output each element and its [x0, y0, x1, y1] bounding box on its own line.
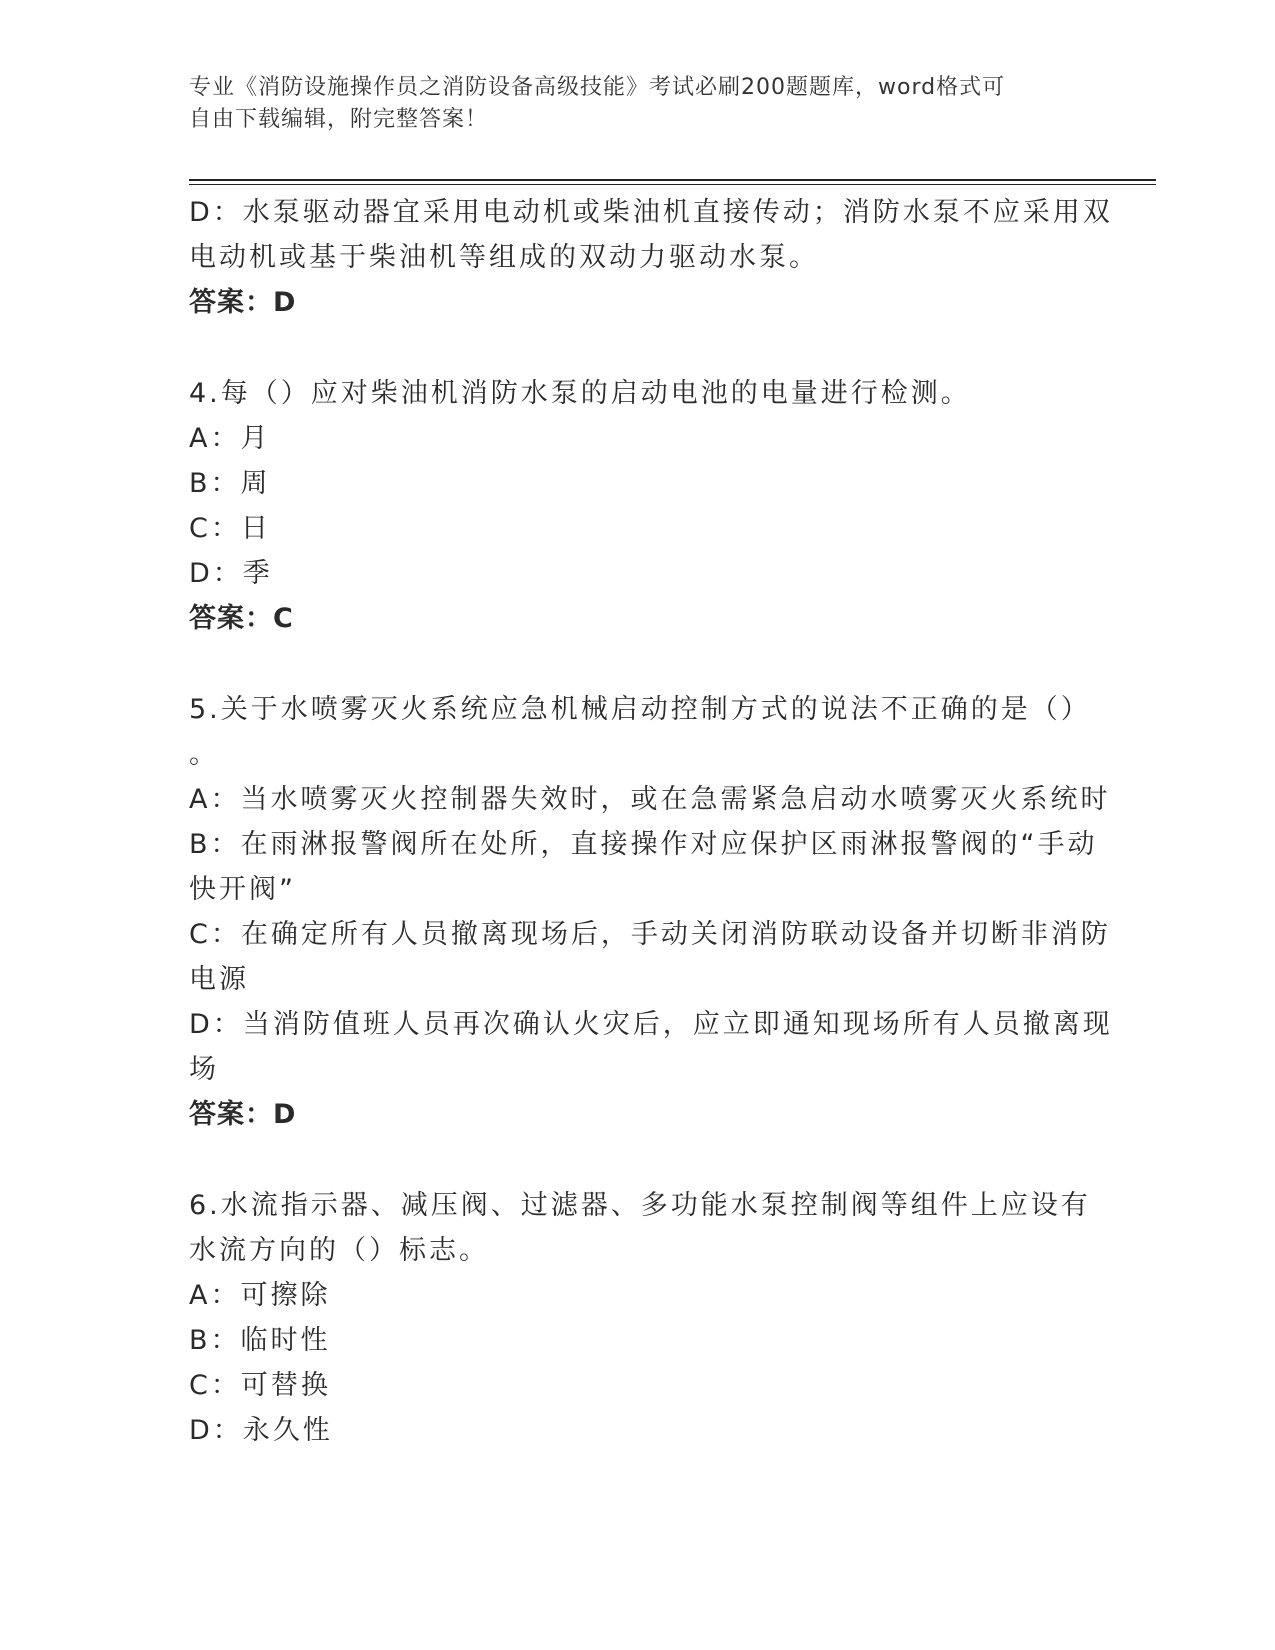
- option-d-continued: 电动机或基于柴油机等组成的双动力驱动水泵。: [189, 242, 819, 273]
- spacer: [189, 1137, 1089, 1183]
- question-stem: 4.每（）应对柴油机消防水泵的启动电池的电量进行检测。: [189, 378, 971, 409]
- option-a: A：当水喷雾灭火控制器失效时，或在急需紧急启动水喷雾灭火系统时: [189, 784, 1111, 815]
- option-d: D：永久性: [189, 1415, 333, 1446]
- option-a: A：可擦除: [189, 1280, 331, 1311]
- option-c: C：日: [189, 513, 271, 544]
- header-divider-thick: [189, 179, 1156, 181]
- answer: 答案：D: [189, 1099, 297, 1130]
- option-b: B：周: [189, 468, 271, 499]
- question-stem-continued: 水流方向的（）标志。: [189, 1235, 489, 1266]
- header-divider-thin: [189, 184, 1156, 185]
- option-a: A：月: [189, 423, 271, 454]
- question-3-tail: [189, 190, 1113, 325]
- option-c: C：可替换: [189, 1370, 331, 1401]
- option-c: C：在确定所有人员撤离现场后，手动关闭消防联动设备并切断非消防: [189, 919, 1111, 950]
- question-stem: 5.关于水喷雾灭火系统应急机械启动控制方式的说法不正确的是（）: [189, 694, 1091, 725]
- answer: 答案：D: [189, 287, 297, 318]
- question-4: [189, 371, 1089, 641]
- option-d-continued: 场: [189, 1054, 219, 1085]
- document-header: [189, 72, 1089, 136]
- header-line-2: 自由下载编辑，附完整答案！: [189, 107, 489, 132]
- document-body: [189, 190, 1113, 1453]
- question-stem: 6.水流指示器、减压阀、过滤器、多功能水泵控制阀等组件上应设有: [189, 1190, 1091, 1221]
- question-6: [189, 1183, 1089, 1453]
- option-b: B：临时性: [189, 1325, 331, 1356]
- option-b-continued: 快开阀”: [189, 874, 296, 905]
- header-line-1: 专业《消防设施操作员之消防设备高级技能》考试必刷200题题库，word格式可: [189, 75, 1006, 100]
- option-d: D：季: [189, 558, 273, 589]
- option-c-continued: 电源: [189, 964, 249, 995]
- spacer: [189, 325, 1089, 371]
- spacer: [189, 641, 1089, 687]
- question-stem-continued: 。: [189, 739, 219, 770]
- question-5: [189, 687, 1113, 1137]
- option-d: D：当消防值班人员再次确认火灾后，应立即通知现场所有人员撤离现: [189, 1009, 1113, 1040]
- option-d: D：水泵驱动器宜采用电动机或柴油机直接传动；消防水泵不应采用双: [189, 197, 1113, 228]
- option-b: B：在雨淋报警阀所在处所，直接操作对应保护区雨淋报警阀的“手动: [189, 829, 1098, 860]
- answer: 答案：C: [189, 603, 294, 634]
